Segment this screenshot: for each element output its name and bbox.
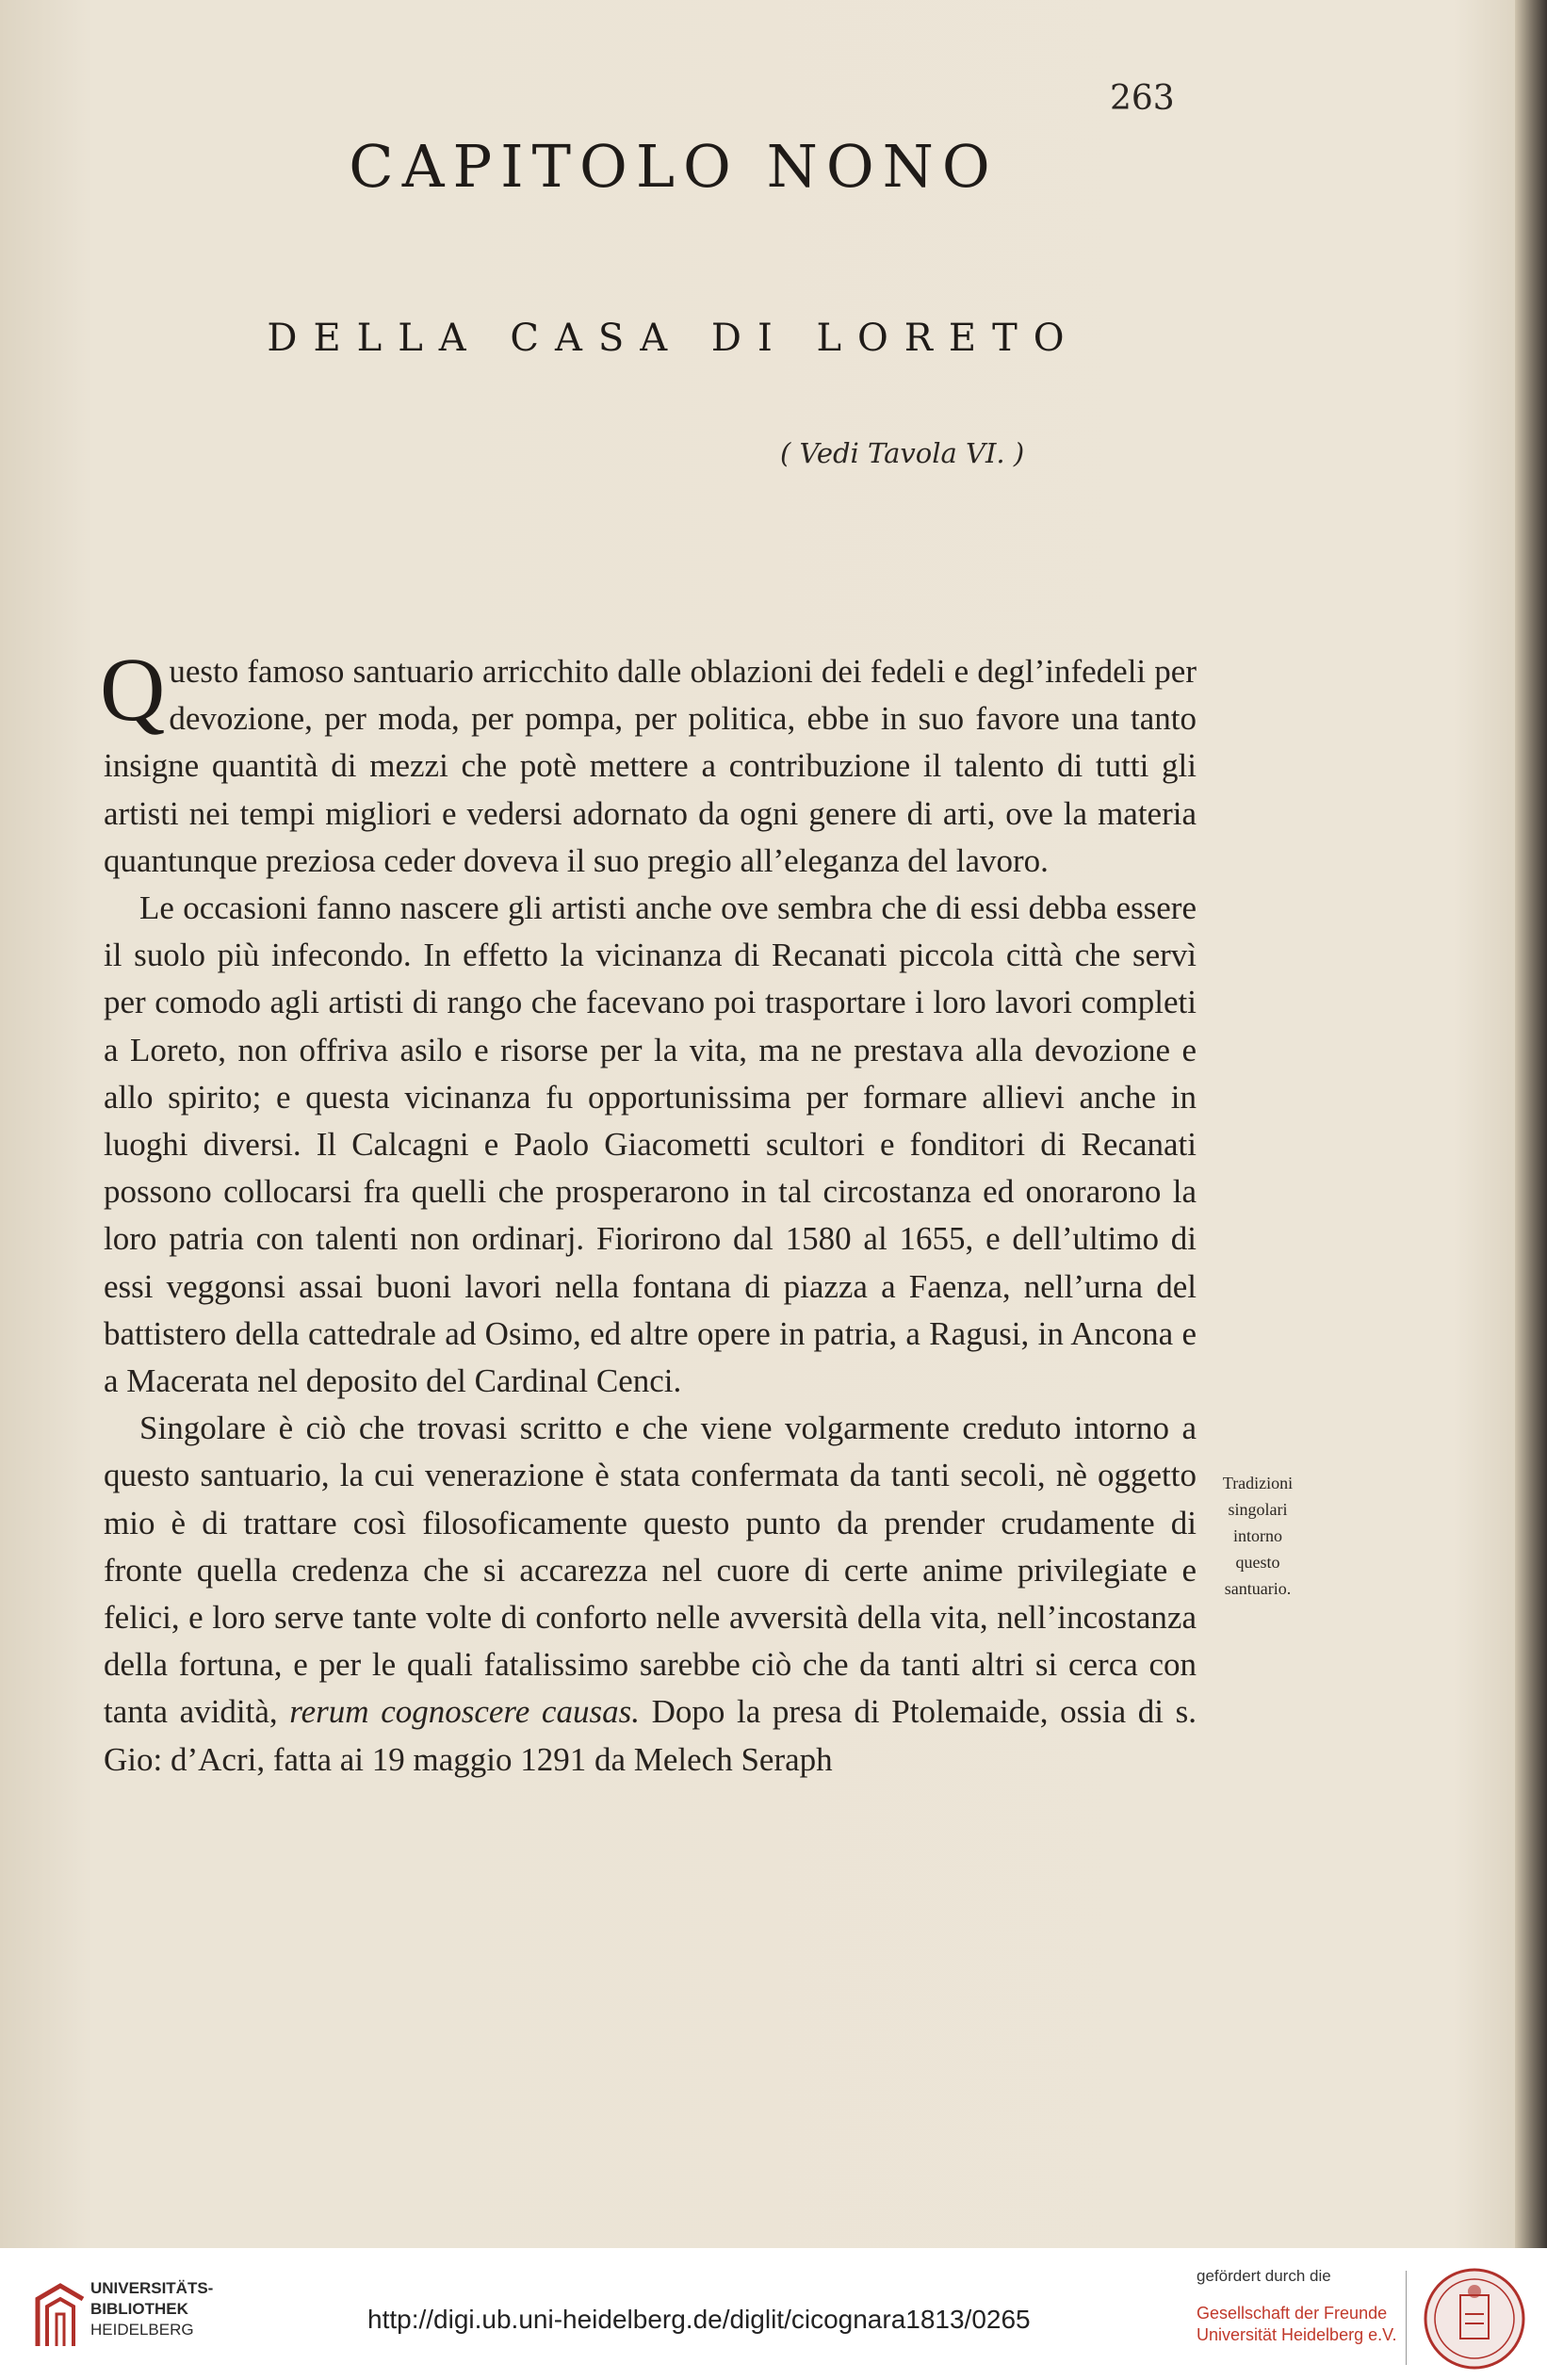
paragraph-3-text-a: Singolare è ciò che trovasi scritto e che viene volgarmente creduto intorno a questo santuario, la cui venerazione è stata confermata da tanti secoli, nè oggetto mio è di trattare così filosoficamente questo punto da prender crudamente di fronte quella credenza che si accarezza nel cuore di certe anime privilegiate e felici, e loro serve tante volte di conforto nelle avversità della vita, nell’incostanza della fortuna, e per le quali fatalissimo sarebbe ciò che da tanti altri si cerca con tanta avidità, — [104, 1410, 1197, 1731]
footer-bar — [0, 2248, 1547, 2380]
library-name-line: BIBLIOTHEK — [90, 2300, 188, 2318]
marginal-note-line: intorno — [1233, 1526, 1282, 1545]
book-binding-edge — [1515, 0, 1547, 2248]
society-name-line: Gesellschaft der Freunde — [1197, 2304, 1388, 2323]
document-url-link[interactable]: http://digi.ub.uni-heidelberg.de/diglit/cicognara1813/0265 — [367, 2305, 1031, 2334]
body-text — [100, 639, 1197, 1784]
marginal-note-line: questo — [1235, 1553, 1280, 1572]
paragraph-1-text: uesto famoso santuario arricchito dalle oblazioni dei fedeli e degl’infedeli per devozione, per moda, per pompa, per politica, ebbe in suo favore una tanto insigne quantità di mezzi che potè mettere a contribuzione il talento di tutti gli artisti nei tempi migliori e vedersi adornato da ogni genere di arti, ove la materia quantunque preziosa ceder doveva il suo pregio all’eleganza del lavoro. — [104, 653, 1197, 879]
marginal-note-line: santuario. — [1224, 1579, 1292, 1598]
chapter-title: CAPITOLO NONO — [349, 132, 999, 201]
plate-reference: ( Vedi Tavola VI. ) — [780, 437, 1025, 469]
marginal-note-line: Tradizioni — [1222, 1474, 1294, 1492]
society-name-link[interactable] — [1197, 2303, 1396, 2346]
paragraph-2: Le occasioni fanno nascere gli artisti anche ove sembra che di essi debba essere il suolo più infecondo. In effetto la vicinanza di Recanati piccola città che servì per comodo agli artisti di rango che facevano poi trasportare i loro lavori completi a Loreto, non offriva asilo e risorse per la vita, ma ne prestava alla devozione e allo spirito; e questa vicinanza fu opportunissima per formare allievi anche in luoghi diversi. Il Calcagni e Paolo Giacometti scultori e fonditori di Recanati possono collocarsi fra quelli che prosperarono in tal circostanza ed onorarono la loro patria con talenti non ordinarj. Fiorirono dal 1580 al 1655, e dell’ultimo di essi veggonsi assai buoni lavori nella fontana di piazza a Faenza, nell’urna del battistero della cattedrale ad Osimo, ed altre opere in patria, a Ragusi, in Ancona e a Macerata nel deposito del Cardinal Cenci. — [104, 889, 1197, 1400]
marginal-note-line: singolari — [1228, 1500, 1288, 1519]
funded-by-label: gefördert durch die — [1197, 2267, 1331, 2285]
library-name-line: HEIDELBERG — [90, 2321, 194, 2339]
page-number: 263 — [1110, 79, 1175, 118]
society-name-line: Universität Heidelberg e.V. — [1197, 2325, 1397, 2344]
latin-quote: rerum cognoscere causas. — [289, 1693, 640, 1731]
drop-cap: Q — [100, 639, 166, 740]
paragraph-3-text-b: Dopo la presa di Ptolemaide, ossia di s. Gio: d’Acri, fatta ai 19 maggio 1291 da Melech Seraph — [104, 1693, 1197, 1778]
university-library-logo-icon[interactable] — [32, 2280, 89, 2352]
footer-divider — [1406, 2271, 1407, 2365]
paragraph-3 — [104, 1405, 1197, 1784]
library-name-line: UNIVERSITÄTS- — [90, 2279, 214, 2297]
chapter-subtitle: DELLA CASA DI LORETO — [267, 317, 1081, 360]
paragraph-1 — [100, 639, 1197, 885]
marginal-note — [1215, 1470, 1300, 1602]
university-seal-icon[interactable] — [1423, 2267, 1526, 2371]
library-name[interactable] — [90, 2278, 213, 2340]
